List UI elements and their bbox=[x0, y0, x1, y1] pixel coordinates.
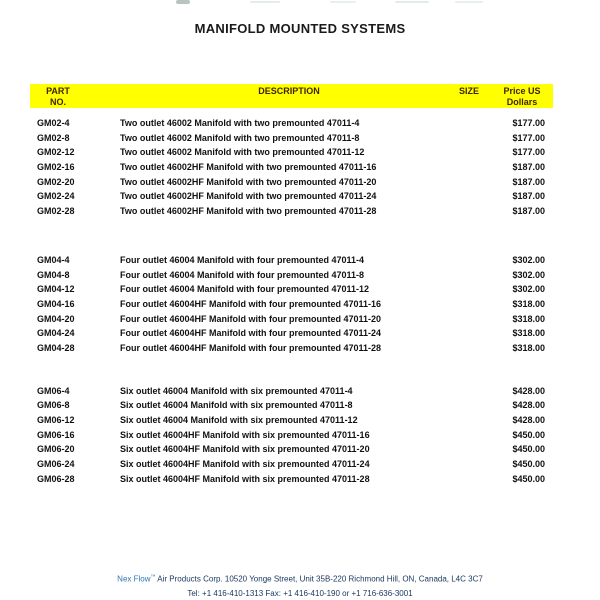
part-number-cell: GM02-24 bbox=[37, 191, 75, 202]
price-cell: $450.00 bbox=[512, 429, 545, 440]
column-header-price bbox=[491, 86, 553, 107]
table-row bbox=[30, 147, 553, 162]
table-row bbox=[30, 430, 553, 445]
table-row bbox=[30, 284, 553, 299]
part-number-cell: GM06-16 bbox=[37, 429, 75, 440]
column-header-price-line2: Dollars bbox=[506, 96, 538, 107]
description-cell: Two outlet 46002HF Manifold with two premounted 47011-20 bbox=[120, 176, 377, 187]
price-cell: $187.00 bbox=[512, 162, 545, 173]
table-row bbox=[30, 133, 553, 148]
description-cell: Four outlet 46004 Manifold with four premounted 47011-12 bbox=[120, 284, 370, 295]
table-row bbox=[30, 162, 553, 177]
column-header-part-line1: PART bbox=[46, 86, 70, 96]
table-row bbox=[30, 459, 553, 474]
column-header-part-line2: NO. bbox=[49, 96, 66, 107]
description-cell: Two outlet 46002 Manifold with two premounted 47011-8 bbox=[120, 132, 360, 143]
price-cell: $450.00 bbox=[512, 444, 545, 455]
description-cell: Four outlet 46004 Manifold with four premounted 47011-8 bbox=[120, 269, 365, 280]
cropped-logo-fragment bbox=[250, 1, 280, 3]
table-row bbox=[30, 177, 553, 192]
cropped-logo-remnant bbox=[0, 0, 600, 6]
table-row bbox=[30, 270, 553, 285]
part-number-cell: GM06-28 bbox=[37, 473, 75, 484]
description-cell: Six outlet 46004 Manifold with six premounted 47011-12 bbox=[120, 415, 358, 425]
price-cell: $318.00 bbox=[512, 313, 545, 324]
description-cell: Two outlet 46002HF Manifold with two premounted 47011-16 bbox=[120, 162, 377, 173]
cropped-logo-fragment bbox=[176, 0, 190, 4]
part-number-cell: GM04-24 bbox=[37, 328, 75, 339]
description-cell: Four outlet 46004HF Manifold with four premounted 47011-24 bbox=[120, 328, 382, 339]
price-cell: $450.00 bbox=[512, 459, 545, 470]
description-cell: Six outlet 46004 Manifold with six premounted 47011-4 bbox=[120, 385, 353, 396]
part-number-cell: GM04-8 bbox=[37, 269, 70, 280]
table-row bbox=[30, 474, 553, 489]
price-cell: $187.00 bbox=[512, 191, 545, 202]
part-number-cell: GM06-24 bbox=[37, 459, 75, 470]
table-group-gm04 bbox=[30, 255, 553, 358]
table-row bbox=[30, 314, 553, 329]
part-number-cell: GM02-8 bbox=[37, 132, 70, 143]
description-cell: Six outlet 46004HF Manifold with six premounted 47011-28 bbox=[120, 473, 370, 484]
table-group-gm06 bbox=[30, 386, 553, 489]
footer-brand-name: Nex Flow bbox=[117, 574, 151, 584]
page-title: MANIFOLD MOUNTED SYSTEMS bbox=[194, 21, 406, 36]
table-row bbox=[30, 255, 553, 270]
part-number-cell: GM04-28 bbox=[37, 342, 75, 353]
price-cell: $428.00 bbox=[512, 385, 545, 396]
part-number-cell: GM06-12 bbox=[37, 415, 75, 425]
table-row bbox=[30, 400, 553, 415]
footer-address-line bbox=[0, 572, 600, 585]
part-number-cell: GM06-20 bbox=[37, 444, 75, 455]
cropped-logo-fragment bbox=[395, 1, 429, 3]
footer-address-text: Air Products Corp. 10520 Yonge Street, Unit 35B-220 Richmond Hill, ON, Canada, L4C 3C7 bbox=[155, 574, 483, 584]
price-cell: $177.00 bbox=[512, 118, 545, 128]
description-cell: Four outlet 46004 Manifold with four premounted 47011-4 bbox=[120, 254, 365, 265]
price-cell: $428.00 bbox=[512, 400, 545, 411]
table-row bbox=[30, 415, 553, 430]
description-cell: Two outlet 46002HF Manifold with two premounted 47011-24 bbox=[120, 191, 377, 202]
description-cell: Two outlet 46002 Manifold with two premounted 47011-12 bbox=[120, 147, 365, 158]
column-header-description: DESCRIPTION bbox=[258, 86, 320, 96]
price-cell: $318.00 bbox=[512, 298, 545, 309]
price-cell: $318.00 bbox=[512, 342, 545, 353]
description-cell: Two outlet 46002HF Manifold with two premounted 47011-28 bbox=[120, 206, 377, 217]
table-row bbox=[30, 191, 553, 206]
part-number-cell: GM06-8 bbox=[37, 400, 70, 411]
description-cell: Six outlet 46004HF Manifold with six premounted 47011-16 bbox=[120, 429, 370, 440]
description-cell: Six outlet 46004 Manifold with six premounted 47011-8 bbox=[120, 400, 353, 411]
price-cell: $428.00 bbox=[512, 415, 545, 425]
price-cell: $318.00 bbox=[512, 328, 545, 339]
description-cell: Four outlet 46004HF Manifold with four premounted 47011-16 bbox=[120, 298, 382, 309]
part-number-cell: GM04-12 bbox=[37, 284, 75, 295]
price-cell: $302.00 bbox=[512, 284, 545, 295]
price-cell: $302.00 bbox=[512, 254, 545, 265]
price-cell: $177.00 bbox=[512, 147, 545, 158]
price-cell: $187.00 bbox=[512, 176, 545, 187]
part-number-cell: GM04-4 bbox=[37, 254, 70, 265]
description-cell: Four outlet 46004HF Manifold with four premounted 47011-28 bbox=[120, 342, 382, 353]
part-number-cell: GM02-4 bbox=[37, 118, 70, 128]
table-row bbox=[30, 386, 553, 401]
cropped-logo-fragment bbox=[455, 1, 483, 3]
price-cell: $450.00 bbox=[512, 473, 545, 484]
price-cell: $187.00 bbox=[512, 206, 545, 217]
column-header-price-line1: Price US bbox=[503, 86, 541, 96]
description-cell: Six outlet 46004HF Manifold with six premounted 47011-24 bbox=[120, 459, 370, 470]
description-cell: Four outlet 46004HF Manifold with four premounted 47011-20 bbox=[120, 313, 382, 324]
table-header-row bbox=[30, 84, 553, 108]
part-number-cell: GM04-16 bbox=[37, 298, 75, 309]
table-row bbox=[30, 299, 553, 314]
price-cell: $302.00 bbox=[512, 269, 545, 280]
table-row bbox=[30, 343, 553, 358]
description-cell: Six outlet 46004HF Manifold with six premounted 47011-20 bbox=[120, 444, 370, 455]
table-group-gm02 bbox=[30, 118, 553, 221]
table-row bbox=[30, 118, 553, 133]
description-cell: Two outlet 46002 Manifold with two premounted 47011-4 bbox=[120, 118, 360, 128]
part-number-cell: GM06-4 bbox=[37, 385, 70, 396]
part-number-cell: GM02-28 bbox=[37, 206, 75, 217]
part-number-cell: GM02-16 bbox=[37, 162, 75, 173]
table-row bbox=[30, 328, 553, 343]
part-number-cell: GM02-20 bbox=[37, 176, 75, 187]
price-table bbox=[30, 84, 553, 488]
part-number-cell: GM04-20 bbox=[37, 313, 75, 324]
part-number-cell: GM02-12 bbox=[37, 147, 75, 158]
table-row bbox=[30, 444, 553, 459]
cropped-logo-fragment bbox=[330, 1, 356, 3]
column-header-part-no bbox=[30, 86, 86, 107]
footer-phone-line: Tel: +1 416-410-1313 Fax: +1 416-410-190 or +1 716-636-3001 bbox=[187, 589, 413, 598]
table-row bbox=[30, 206, 553, 221]
column-header-size: SIZE bbox=[458, 86, 479, 96]
footer-trademark: ™ bbox=[150, 574, 156, 580]
price-cell: $177.00 bbox=[512, 132, 545, 143]
